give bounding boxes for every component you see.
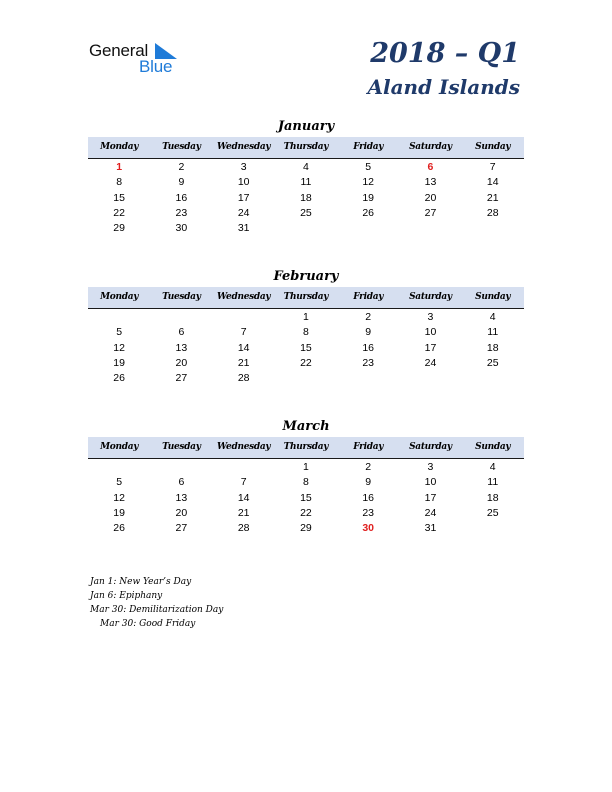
weekday-label: Sunday xyxy=(475,142,511,152)
weekday-label: Thursday xyxy=(283,142,329,152)
day-cell: 22 xyxy=(300,506,312,519)
day-cell: 4 xyxy=(489,311,496,323)
day-cell: 3 xyxy=(427,311,434,323)
weekday-label: Sunday xyxy=(475,442,511,452)
day-cell: 15 xyxy=(300,491,312,504)
day-cell: 19 xyxy=(362,191,375,204)
empty-day-cell xyxy=(213,460,275,475)
day-cell: 6 xyxy=(427,161,434,173)
month-name: January xyxy=(277,119,335,134)
day-cell: 15 xyxy=(113,191,125,204)
day-cell: 17 xyxy=(237,191,250,204)
day-cell: 7 xyxy=(240,326,247,339)
empty-day-cell xyxy=(275,221,337,236)
day-cell: 11 xyxy=(300,176,312,189)
day-cell: 14 xyxy=(486,176,499,189)
logo-word-blue: Blue xyxy=(139,57,173,76)
day-cell: 8 xyxy=(303,476,309,489)
day-cell: 21 xyxy=(237,356,250,369)
week-row xyxy=(88,175,524,190)
day-cell: 17 xyxy=(424,341,437,354)
empty-day-cell xyxy=(88,310,150,325)
day-cell: 28 xyxy=(237,372,250,385)
week-row xyxy=(88,506,524,521)
week-row xyxy=(88,325,524,340)
month-name: March xyxy=(282,419,330,434)
day-cell: 9 xyxy=(365,326,372,339)
day-cell: 19 xyxy=(113,506,125,519)
day-cell: 29 xyxy=(300,522,312,535)
holiday-list xyxy=(90,575,223,631)
week-row xyxy=(88,371,524,386)
weekday-label: Thursday xyxy=(283,292,329,302)
day-cell: 4 xyxy=(489,461,496,473)
week-row xyxy=(88,160,524,175)
weekday-header xyxy=(88,437,524,459)
week-rows xyxy=(88,309,524,386)
day-cell: 23 xyxy=(362,356,375,369)
day-cell: 26 xyxy=(113,522,125,535)
weekday-label: Saturday xyxy=(409,292,452,302)
day-cell: 20 xyxy=(175,506,188,519)
weekday-label: Friday xyxy=(353,292,384,302)
empty-day-cell xyxy=(399,371,461,386)
empty-day-cell xyxy=(462,371,524,386)
empty-day-cell xyxy=(150,460,212,475)
month-name: February xyxy=(273,269,339,284)
month-1 xyxy=(88,267,524,386)
day-cell: 16 xyxy=(362,341,375,354)
day-cell: 18 xyxy=(300,191,312,204)
weekday-label: Friday xyxy=(353,442,384,452)
month-2 xyxy=(88,417,524,536)
weekday-header xyxy=(88,137,524,159)
empty-day-cell xyxy=(150,310,212,325)
weekday-label: Friday xyxy=(353,142,384,152)
day-cell: 5 xyxy=(116,326,123,339)
day-cell: 12 xyxy=(362,176,375,189)
day-cell: 31 xyxy=(237,222,250,235)
day-cell: 3 xyxy=(427,461,434,473)
week-rows xyxy=(88,159,524,236)
day-cell: 11 xyxy=(487,326,499,339)
weekday-label: Sunday xyxy=(475,292,511,302)
logo xyxy=(89,41,189,77)
day-cell: 19 xyxy=(113,356,125,369)
day-cell: 14 xyxy=(237,491,250,504)
weekday-label: Tuesday xyxy=(162,442,201,452)
month-0 xyxy=(88,117,524,236)
week-row xyxy=(88,356,524,371)
week-row xyxy=(88,460,524,475)
day-cell: 12 xyxy=(113,341,125,354)
day-cell: 30 xyxy=(362,522,375,535)
weekday-label: Saturday xyxy=(409,442,452,452)
day-cell: 27 xyxy=(175,522,188,535)
day-cell: 20 xyxy=(175,356,188,369)
day-cell: 16 xyxy=(175,191,188,204)
holiday-item: Jan 1: New Year’s Day xyxy=(90,577,192,587)
day-cell: 15 xyxy=(300,341,312,354)
day-cell: 5 xyxy=(365,161,372,173)
day-cell: 21 xyxy=(237,506,250,519)
day-cell: 20 xyxy=(424,191,437,204)
holiday-item: Mar 30: Good Friday xyxy=(100,619,196,629)
day-cell: 26 xyxy=(113,372,125,385)
weekday-label: Wednesday xyxy=(216,442,271,452)
weekday-label: Wednesday xyxy=(216,142,271,152)
day-cell: 26 xyxy=(362,206,375,219)
weekday-label: Saturday xyxy=(409,142,452,152)
day-cell: 10 xyxy=(424,476,437,489)
day-cell: 23 xyxy=(362,506,375,519)
day-cell: 7 xyxy=(240,476,247,489)
week-row xyxy=(88,341,524,356)
empty-day-cell xyxy=(399,221,461,236)
day-cell: 8 xyxy=(303,326,309,339)
weekday-label: Monday xyxy=(100,442,139,452)
day-cell: 8 xyxy=(116,176,123,189)
day-cell: 4 xyxy=(303,161,309,173)
day-cell: 25 xyxy=(486,356,499,369)
week-row xyxy=(88,521,524,536)
day-cell: 27 xyxy=(424,206,437,219)
empty-day-cell xyxy=(337,221,399,236)
day-cell: 14 xyxy=(237,341,250,354)
day-cell: 10 xyxy=(237,176,250,189)
week-row xyxy=(88,206,524,221)
empty-day-cell xyxy=(462,521,524,536)
day-cell: 1 xyxy=(303,311,309,323)
day-cell: 11 xyxy=(487,476,499,489)
day-cell: 18 xyxy=(486,491,499,504)
day-cell: 17 xyxy=(424,491,437,504)
day-cell: 22 xyxy=(300,356,312,369)
week-row xyxy=(88,310,524,325)
day-cell: 30 xyxy=(175,222,188,235)
week-row xyxy=(88,491,524,506)
day-cell: 2 xyxy=(365,311,372,323)
day-cell: 3 xyxy=(240,161,247,173)
day-cell: 13 xyxy=(175,341,188,354)
weekday-header xyxy=(88,287,524,309)
week-row xyxy=(88,475,524,490)
day-cell: 5 xyxy=(116,476,123,489)
week-row xyxy=(88,191,524,206)
day-cell: 9 xyxy=(365,476,372,489)
day-cell: 9 xyxy=(178,176,185,189)
day-cell: 24 xyxy=(237,206,250,219)
day-cell: 12 xyxy=(113,491,125,504)
page-subtitle: Aland Islands xyxy=(367,75,520,99)
day-cell: 13 xyxy=(424,176,437,189)
day-cell: 18 xyxy=(486,341,499,354)
day-cell: 24 xyxy=(424,506,437,519)
day-cell: 27 xyxy=(175,372,188,385)
day-cell: 13 xyxy=(175,491,188,504)
day-cell: 6 xyxy=(178,476,185,489)
day-cell: 21 xyxy=(486,191,499,204)
day-cell: 1 xyxy=(116,161,123,173)
day-cell: 2 xyxy=(178,161,185,173)
day-cell: 25 xyxy=(486,506,499,519)
day-cell: 29 xyxy=(113,222,125,235)
day-cell: 22 xyxy=(113,206,125,219)
week-row xyxy=(88,221,524,236)
logo-word-general: General xyxy=(89,41,149,60)
empty-day-cell xyxy=(275,371,337,386)
day-cell: 24 xyxy=(424,356,437,369)
day-cell: 2 xyxy=(365,461,372,473)
empty-day-cell xyxy=(462,221,524,236)
day-cell: 23 xyxy=(175,206,188,219)
day-cell: 25 xyxy=(300,206,312,219)
day-cell: 28 xyxy=(237,522,250,535)
empty-day-cell xyxy=(337,371,399,386)
weekday-label: Thursday xyxy=(283,442,329,452)
day-cell: 28 xyxy=(486,206,499,219)
weekday-label: Tuesday xyxy=(162,292,201,302)
empty-day-cell xyxy=(213,310,275,325)
day-cell: 7 xyxy=(489,161,496,173)
page-title: 2018 – Q1 xyxy=(370,38,520,69)
day-cell: 10 xyxy=(424,326,437,339)
holiday-item: Mar 30: Demilitarization Day xyxy=(90,605,224,615)
weekday-label: Monday xyxy=(100,142,139,152)
week-rows xyxy=(88,459,524,536)
day-cell: 6 xyxy=(178,326,185,339)
weekday-label: Monday xyxy=(100,292,139,302)
day-cell: 16 xyxy=(362,491,375,504)
day-cell: 31 xyxy=(424,522,437,535)
weekday-label: Wednesday xyxy=(216,292,271,302)
empty-day-cell xyxy=(88,460,150,475)
holiday-item: Jan 6: Epiphany xyxy=(90,591,163,601)
weekday-label: Tuesday xyxy=(162,142,201,152)
day-cell: 1 xyxy=(303,461,309,473)
